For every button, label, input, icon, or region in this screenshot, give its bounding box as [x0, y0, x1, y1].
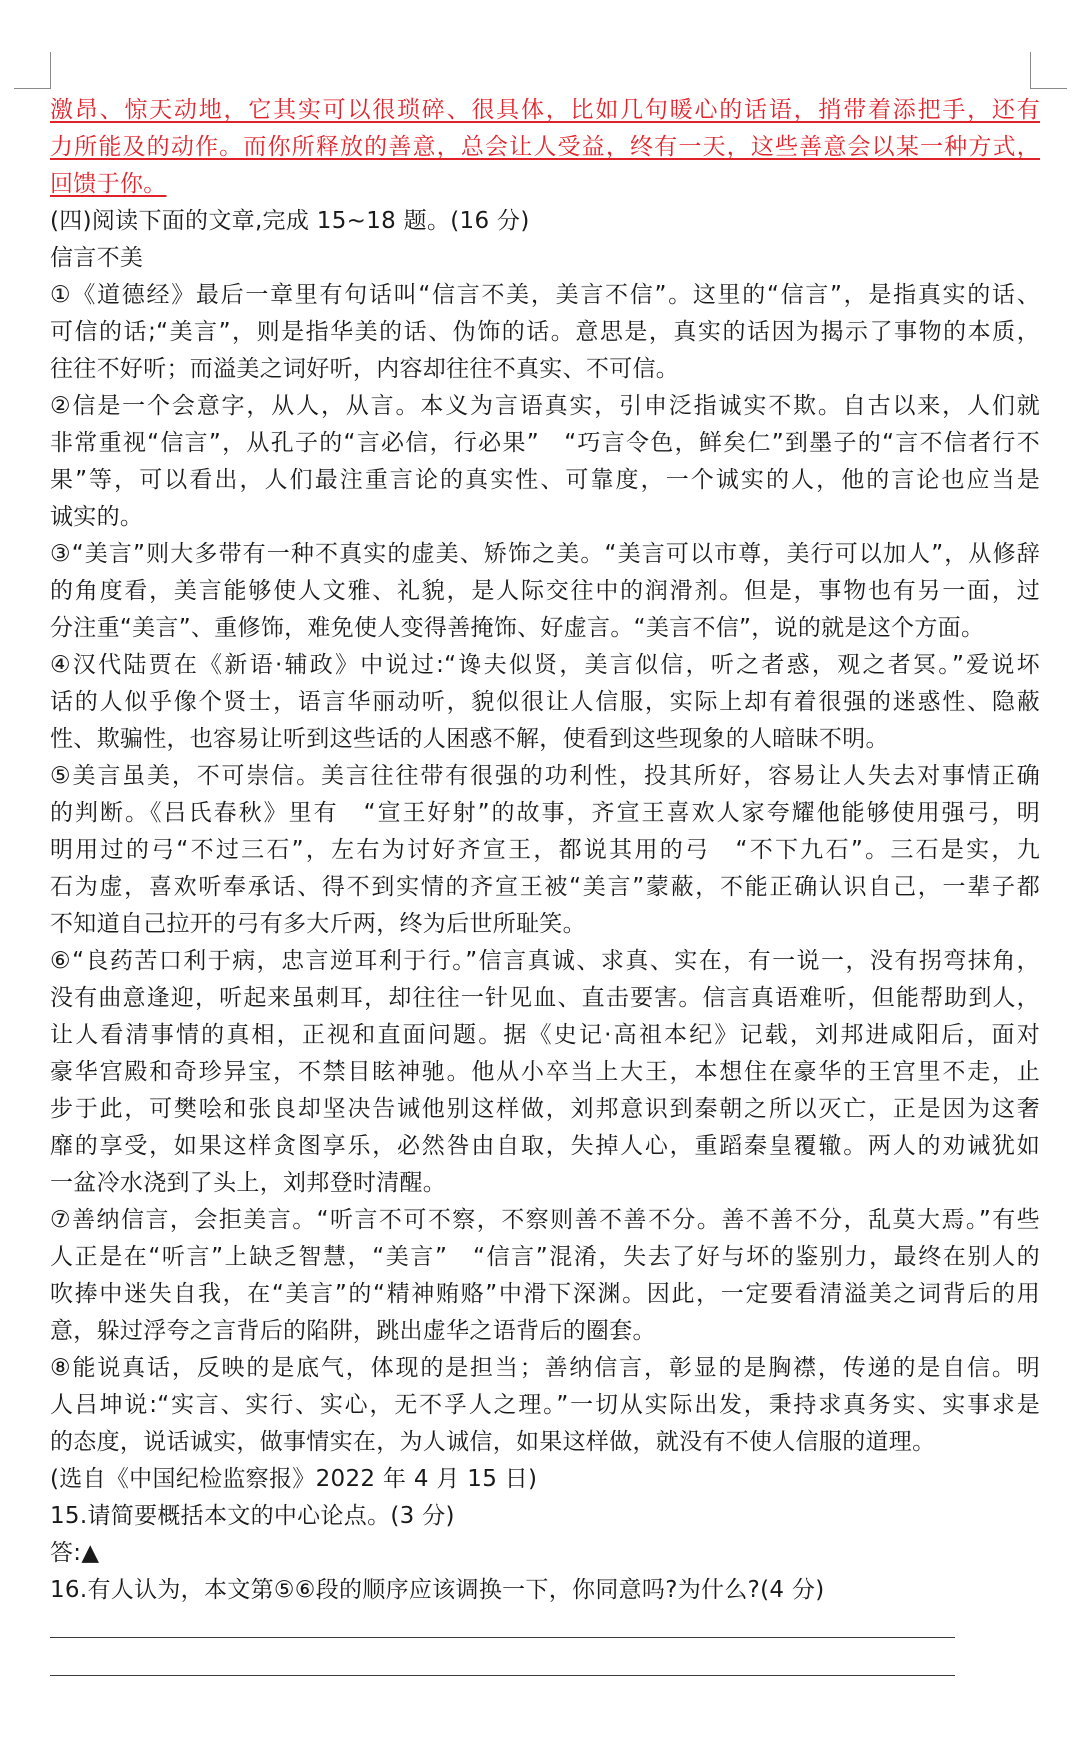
body-line: 让人看清事情的真相，正视和直面问题。据《史记·高祖本纪》记载，刘邦进咸阳后，面对	[50, 1022, 1040, 1048]
body-line: 吹捧中迷失自我，在“美言”的“精神贿赂”中滑下深渊。因此，一定要看清溢美之词背后的用	[50, 1281, 1040, 1307]
question-15: 15.请简要概括本文的中心论点。(3 分)	[50, 1503, 455, 1529]
section-instruction: (四)阅读下面的文章,完成 15~18 题。(16 分)	[50, 208, 530, 234]
crop-mark-right	[1030, 52, 1067, 89]
body-line: 明用过的弓“不过三石”，左右为讨好齐宣王，都说其用的弓 “不下九石”。三石是实，九	[50, 837, 1040, 863]
body-line: ②信是一个会意字，从人，从言。本义为言语真实，引申泛指诚实不欺。自古以来，人们就	[50, 393, 1040, 419]
body-line: 步于此，可樊哙和张良却坚决告诫他别这样做，刘邦意识到秦朝之所以灭亡，正是因为这奢	[50, 1096, 1040, 1122]
body-line: ④汉代陆贾在《新语·辅政》中说过:“谗夫似贤，美言似信，听之者惑，观之者冥。”爱说坏	[50, 652, 1040, 678]
body-line: 往往不好听；而溢美之词好听，内容却往往不真实、不可信。	[50, 356, 680, 382]
body-line: 性、欺骗性，也容易让听到这些话的人困惑不解，使看到这些现象的人暗昧不明。	[50, 726, 889, 752]
body-line: 话的人似乎像个贤士，语言华丽动听，貌似很让人信服，实际上却有着很强的迷惑性、隐蔽	[50, 689, 1040, 715]
highlighted-line: 激昂、惊天动地，它其实可以很琐碎、很具体，比如几句暖心的话语，捎带着添把手，还有	[50, 97, 1040, 123]
body-line: 人吕坤说:“实言、实行、实心，无不孚人之理。”一切从实际出发，秉持求真务实、实事求是	[50, 1392, 1040, 1418]
article-source: (选自《中国纪检监察报》2022 年 4 月 15 日)	[50, 1466, 538, 1492]
answer-placeholder: 答:▲	[50, 1540, 100, 1566]
body-line: 的态度，说话诚实，做事情实在，为人诚信，如果这样做，就没有不使人信服的道理。	[50, 1429, 936, 1455]
body-line: 靡的享受，如果这样贪图享乐，必然咎由自取，失掉人心，重蹈秦皇覆辙。两人的劝诫犹如	[50, 1133, 1040, 1159]
body-line: ⑧能说真话，反映的是底气，体现的是担当；善纳信言，彰显的是胸襟，传递的是自信。明	[50, 1355, 1040, 1381]
body-line: 没有曲意逢迎，听起来虽刺耳，却往往一针见血、直击要害。信言真语难听，但能帮助到人，	[50, 985, 1040, 1011]
body-line: 豪华宫殿和奇珍异宝，不禁目眩神驰。他从小卒当上大王，本想住在豪华的王宫里不走，止	[50, 1059, 1040, 1085]
body-line: 不知道自己拉开的弓有多大斤两，终为后世所耻笑。	[50, 911, 586, 937]
body-line: 的判断。《吕氏春秋》里有 “宣王好射”的故事，齐宣王喜欢人家夸耀他能够使用强弓，明	[50, 800, 1040, 826]
body-line: ⑤美言虽美，不可崇信。美言往往带有很强的功利性，投其所好，容易让人失去对事情正确	[50, 763, 1040, 789]
crop-mark-left	[14, 52, 51, 89]
document-page	[50, 92, 1040, 1676]
body-line: 诚实的。	[50, 504, 144, 530]
body-line: 果”等，可以看出，人们最注重言论的真实性、可靠度，一个诚实的人，他的言论也应当是	[50, 467, 1040, 493]
body-line: 非常重视“信言”，从孔子的“言必信，行必果” “巧言令色，鲜矣仁”到墨子的“言不信者行不	[50, 430, 1040, 456]
body-line: ⑦善纳信言，会拒美言。“听言不可不察，不察则善不善不分。善不善不分，乱莫大焉。”有些	[50, 1207, 1040, 1233]
highlighted-line: 回馈于你。	[50, 171, 167, 197]
answer-blank-line[interactable]	[50, 1675, 955, 1676]
body-line: 石为虚，喜欢听奉承话、得不到实情的齐宣王被“美言”蒙蔽，不能正确认识自己，一辈子都	[50, 874, 1040, 900]
body-line: 分注重“美言”、重修饰，难免使人变得善掩饰、好虚言。“美言不信”，说的就是这个方面。	[50, 615, 985, 641]
answer-blank-line[interactable]	[50, 1637, 955, 1638]
question-16: 16.有人认为，本文第⑤⑥段的顺序应该调换一下，你同意吗?为什么?(4 分)	[50, 1577, 825, 1603]
body-line: 一盆冷水浇到了头上，刘邦登时清醒。	[50, 1170, 447, 1196]
body-line: 意，躲过浮夸之言背后的陷阱，跳出虚华之语背后的圈套。	[50, 1318, 656, 1344]
body-line: 可信的话;“美言”，则是指华美的话、伪饰的话。意思是，真实的话因为揭示了事物的本质，	[50, 319, 1040, 345]
highlighted-line: 力所能及的动作。而你所释放的善意，总会让人受益，终有一天，这些善意会以某一种方式，	[50, 134, 1040, 160]
body-line: ③“美言”则大多带有一种不真实的虚美、矫饰之美。“美言可以市尊，美行可以加人”，从修辞	[50, 541, 1040, 567]
body-line: ⑥“良药苦口利于病，忠言逆耳利于行。”信言真诚、求真、实在，有一说一，没有拐弯抹角，	[50, 948, 1040, 974]
body-line: ①《道德经》最后一章里有句话叫“信言不美，美言不信”。这里的“信言”，是指真实的话、	[50, 282, 1040, 308]
article-title: 信言不美	[50, 245, 144, 271]
article-body	[50, 277, 1040, 1461]
body-line: 人正是在“听言”上缺乏智慧，“美言” “信言”混淆，失去了好与坏的鉴别力，最终在别人的	[50, 1244, 1040, 1270]
body-line: 的角度看，美言能够使人文雅、礼貌，是人际交往中的润滑剂。但是，事物也有另一面，过	[50, 578, 1040, 604]
